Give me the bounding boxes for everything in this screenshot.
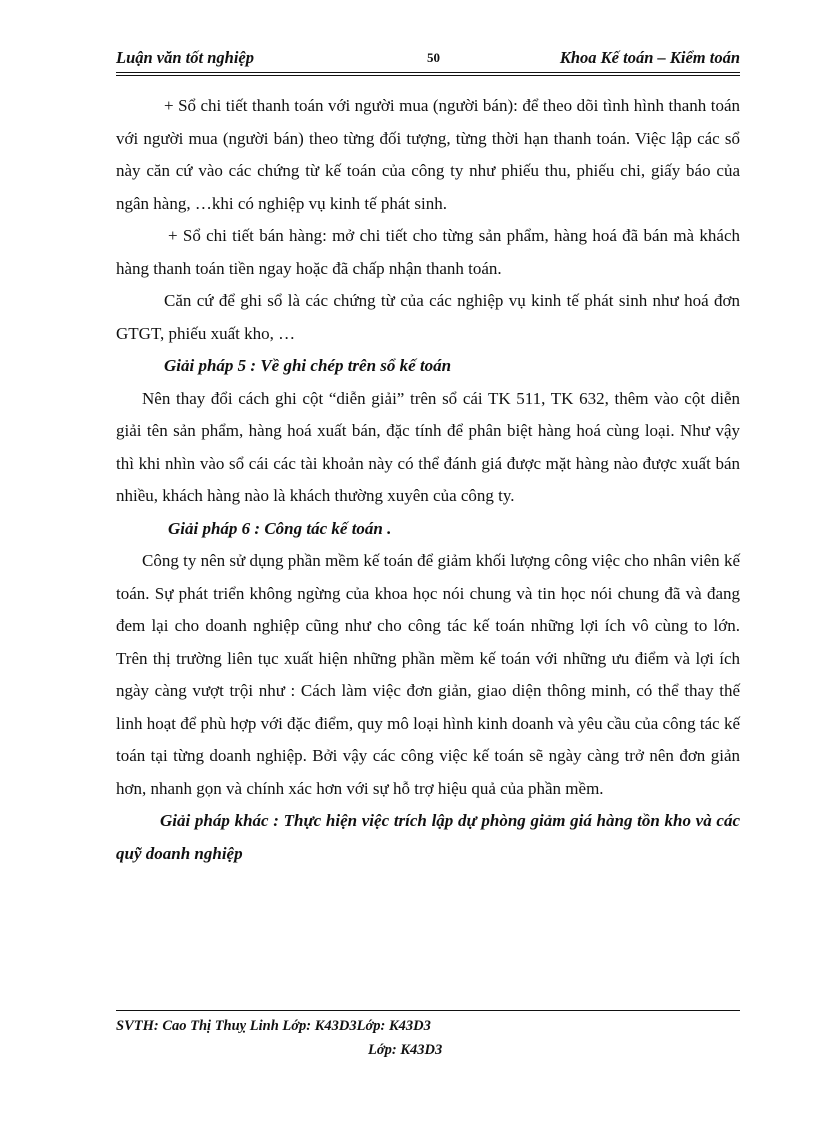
page-body	[116, 90, 740, 870]
heading-other-solution: Giải pháp khác : Thực hiện việc trích lập dự phòng giảm giá hàng tồn kho và các quỹ doanh nghiệp	[116, 811, 740, 863]
header-divider-thin	[116, 75, 740, 76]
header-faculty: Khoa Kế toán – Kiểm toán	[559, 48, 740, 67]
header-thesis-title: Luận văn tốt nghiệp	[116, 48, 254, 67]
header-divider	[116, 72, 740, 73]
paragraph-solution-6: Công ty nên sử dụng phần mềm kế toán để giảm khối lượng công việc cho nhân viên kế toán. Sự phát triển không ngừng của khoa học nói chung và tin học nói chung đã và đang đem lại cho doanh nghiệp cũng như cho công tác kế toán những lợi ích vô cùng to lớn. Trên thị trường liên tục xuất hiện những phần mềm kế toán với những ưu điểm và lợi ích ngày càng vượt trội như : Cách làm việc đơn giản, giao diện thông minh, có thể thay thế linh hoạt để phù hợp với đặc điểm, quy mô loại hình kinh doanh và yêu cầu của công tác kế toán tại từng doanh nghiệp. Bởi vậy các công việc kế toán sẽ ngày càng trở nên đơn giản hơn, nhanh gọn và chính xác hơn với sự hỗ trợ hiệu quả của phần mềm.	[116, 551, 740, 798]
footer-divider	[116, 1010, 740, 1011]
heading-solution-6: Giải pháp 6 : Công tác kế toán .	[168, 518, 392, 538]
footer-student-info: SVTH: Cao Thị Thuỵ Linh Lớp: K43D3Lớp: K43D3	[116, 1018, 431, 1034]
paragraph-payment-ledger: + Sổ chi tiết thanh toán với người mua (người bán): để theo dõi tình hình thanh toán với người mua (người bán) theo từng đối tượng, từng thời hạn thanh toán. Việc lập các sổ này căn cứ vào các chứng từ kế toán của công ty như phiếu thu, phiếu chi, giấy báo của ngân hàng, …khi có nghiệp vụ kinh tế phát sinh.	[116, 96, 740, 213]
heading-solution-5: Giải pháp 5 : Về ghi chép trên sổ kế toán	[164, 356, 452, 375]
page-number: 50	[427, 50, 440, 65]
footer-class: Lớp: K43D3	[368, 1042, 443, 1058]
paragraph-sales-ledger: + Sổ chi tiết bán hàng: mở chi tiết cho từng sản phẩm, hàng hoá đã bán mà khách hàng thanh toán tiền ngay hoặc đã chấp nhận thanh toán.	[116, 226, 740, 278]
paragraph-recording-basis: Căn cứ để ghi sổ là các chứng từ của các nghiệp vụ kinh tế phát sinh như hoá đơn GTGT, phiếu xuất kho, …	[116, 291, 740, 343]
page-footer	[116, 1010, 740, 1058]
page-header	[116, 46, 740, 72]
paragraph-solution-5: Nên thay đổi cách ghi cột “diễn giải” trên sổ cái TK 511, TK 632, thêm vào cột diễn giải tên sản phẩm, hàng hoá xuất bán, đặc tính để phân biệt hàng hoá cùng loại. Như vậy thì khi nhìn vào sổ cái các tài khoản này có thể đánh giá được mặt hàng nào được xuất bán nhiều, khách hàng nào là khách thường xuyên của công ty.	[116, 388, 740, 505]
